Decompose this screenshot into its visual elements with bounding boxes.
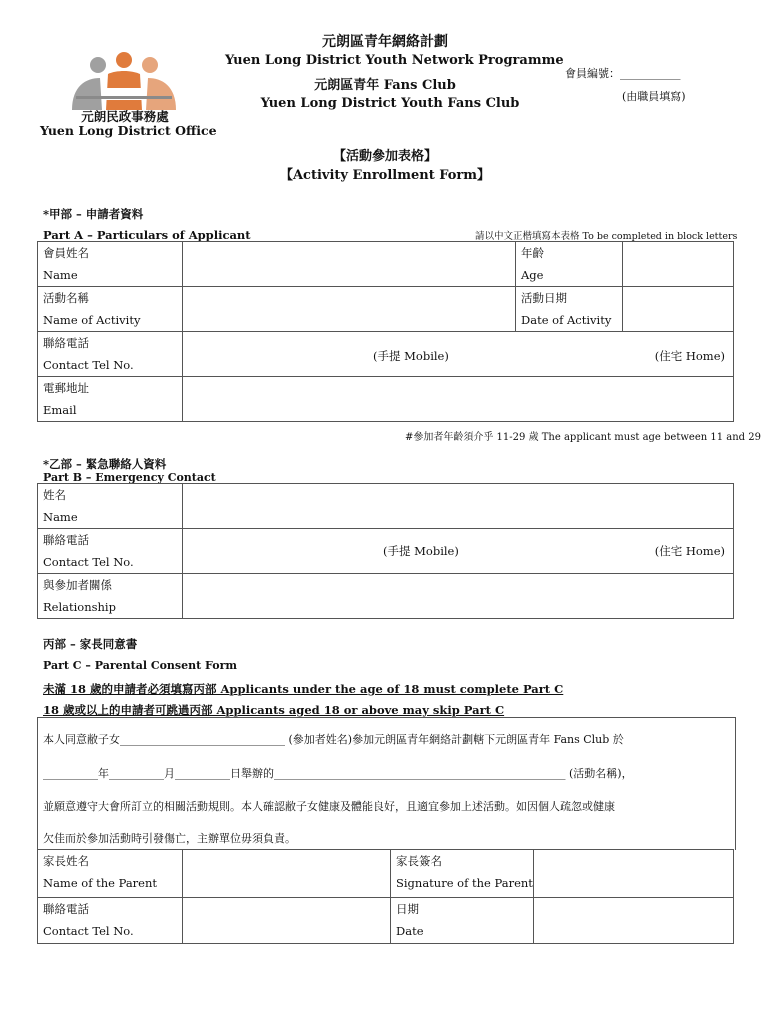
age-requirement-note: #參加者年齡須介乎 11-29 歲 The applicant must age between 11 and 29 [405, 432, 761, 443]
consent-line-3: 並願意遵守大會所訂立的相關活動規則。本人確認敝子女健康及體能良好，且適宜參加上述活動。如因個人疏忽或健康 [43, 800, 615, 813]
relationship-field[interactable] [183, 574, 734, 619]
activity-label-zh: 活動名稱 [43, 291, 89, 305]
activity-date-label-zh: 活動日期 [521, 291, 567, 305]
contact-tel-label-zh: 聯絡電話 [43, 533, 89, 547]
part-a-heading-zh: *甲部 – 申請者資料 [43, 207, 144, 221]
part-b-heading-zh: *乙部 – 緊急聯絡人資料 [43, 457, 167, 471]
signature-label-en: Signature of the Parent [396, 876, 533, 890]
consent-box [37, 717, 736, 850]
consent-date-label-zh: 日期 [396, 902, 419, 916]
activity-date-field[interactable] [623, 287, 734, 332]
applicant-tel-field[interactable] [183, 332, 734, 377]
subtitle-en: Yuen Long District Youth Fans Club [260, 96, 520, 111]
part-c-heading-zh: 丙部 – 家長同意書 [43, 637, 138, 651]
activity-name-field[interactable] [183, 287, 516, 332]
age-field[interactable] [623, 242, 734, 287]
office-en: Yuen Long District Office [40, 123, 217, 138]
mobile-label: (手提 Mobile) [373, 349, 449, 363]
consent-line-1: 本人同意敝子女______________________________ (參加者姓名)參加元朗區青年網絡計劃轄下元朗區青年 Fans Club 於 [43, 733, 624, 746]
signature-label-zh: 家長簽名 [396, 854, 442, 868]
contact-tel-field[interactable] [183, 529, 734, 574]
parent-tel-label-en: Contact Tel No. [43, 924, 134, 938]
consent-line-4: 欠佳而於參加活動時引發傷亡，主辦單位毋須負責。 [43, 832, 296, 845]
form-title-zh: 【活動參加表格】 [332, 149, 437, 164]
contact-name-field[interactable] [183, 484, 734, 529]
tel-label-en: Contact Tel No. [43, 358, 134, 372]
under-18-rule: 未滿 18 歲的申請者必須填寫丙部 Applicants under the age of 18 must complete Part C [43, 682, 564, 696]
relationship-label-en: Relationship [43, 600, 116, 614]
member-no-label: 會員編號：___________ [565, 67, 681, 80]
applicant-name-field[interactable] [183, 242, 516, 287]
activity-date-label-en: Date of Activity [521, 313, 612, 327]
tel-label-zh: 聯絡電話 [43, 336, 89, 350]
part-a-table [37, 241, 734, 422]
parent-name-field[interactable] [183, 850, 391, 898]
contact-tel-label-en: Contact Tel No. [43, 555, 134, 569]
part-b-heading-en: Part B – Emergency Contact [43, 471, 216, 484]
parent-name-label-zh: 家長姓名 [43, 854, 89, 868]
contact-name-label-zh: 姓名 [43, 488, 66, 502]
name-label-zh: 會員姓名 [43, 246, 89, 260]
consent-date-field[interactable] [533, 898, 733, 944]
email-label-en: Email [43, 403, 77, 417]
part-a-heading-en: Part A – Particulars of Applicant [43, 228, 251, 242]
part-c-table [37, 849, 734, 944]
parent-name-label-en: Name of the Parent [43, 876, 158, 890]
email-field[interactable] [183, 377, 734, 422]
title-en: Yuen Long District Youth Network Programme [225, 53, 564, 68]
contact-name-label-en: Name [43, 510, 78, 524]
parent-tel-label-zh: 聯絡電話 [43, 902, 89, 916]
email-label-zh: 電郵地址 [43, 381, 89, 395]
contact-mobile-label: (手提 Mobile) [383, 544, 459, 558]
consent-date-label-en: Date [396, 924, 424, 938]
activity-label-en: Name of Activity [43, 313, 141, 327]
parent-signature-field[interactable] [533, 850, 733, 898]
title-zh: 元朗區青年網絡計劃 [322, 34, 448, 50]
name-label-en: Name [43, 268, 78, 282]
subtitle-zh: 元朗區青年 Fans Club [314, 78, 456, 93]
consent-line-2: __________年__________月__________日舉辦的_____________________________________________________ (活動名稱)， [43, 767, 633, 780]
office-zh: 元朗民政事務處 [81, 109, 169, 124]
age-label-en: Age [521, 268, 544, 282]
age-label-zh: 年齡 [521, 246, 544, 260]
contact-home-label: (住宅 Home) [654, 544, 725, 558]
relationship-label-zh: 與參加者關係 [43, 578, 112, 592]
form-title-en: 【Activity Enrollment Form】 [279, 168, 491, 183]
staff-use-note: (由職員填寫) [622, 90, 686, 103]
block-letters-note: 請以中文正楷填寫本表格 To be completed in block letters [475, 231, 738, 242]
part-c-heading-en: Part C – Parental Consent Form [43, 659, 238, 672]
over-18-rule: 18 歲或以上的申請者可跳過丙部 Applicants aged 18 or above may skip Part C [43, 703, 505, 717]
district-office-logo [66, 52, 182, 110]
parent-tel-field[interactable] [183, 898, 391, 944]
home-label: (住宅 Home) [654, 349, 725, 363]
part-b-table [37, 483, 734, 619]
